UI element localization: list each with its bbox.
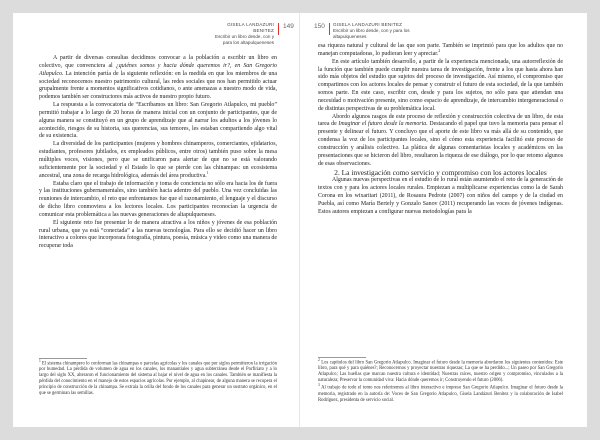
left-paragraph-3: La diversidad de los participantes (mujeres y hombres chinamperos, comerciantes, ejidatarios, estudiantes, profesores jubilados, ex empleados públicos, entre otros) también puso sobre la mesa múltiples voces, visiones, pero que se unificaron para alertar de que no se está valorando suficientemente por la sociedad y el Estado lo que se pierde con las chinampas: un ecosistema ancestral, una zona de recarga hidrológica, además del área productiva.$^1$ [39,141,277,179]
left-running-header [208,22,274,46]
left-header-rule [278,23,279,35]
right-footnote-rule [318,357,366,358]
left-page-number: 149 [283,23,294,30]
footnote-3: $^3$ Al trabajo de todo el tomo nos referiremos al libro interactivo e impreso San Gregorio Atlapulco. Imaginar el futuro desde la memoria, registrado en la autoría de: Voces de San Gregorio Atlapulco, Gisela Landázuri Benítez y la colaboración de Isabel Rodríguez, presidenta de servicio social. [318,383,563,403]
right-page-number: 150 [314,23,325,30]
left-paragraph-4: Estaba claro que el trabajo de información y toma de conciencia no sólo era hacia los de fuera y las instituciones gubernamentales, sino también hacia adentro del pueblo. Una vez concluidas las reuniones de intercambio, el reto que enfrentamos fue que el razonamiento, el lenguaje y el discurso de dicho libro conmoviera a los lectores locales. Los participantes reconocían la urgencia de comunicar esta problemática a las nuevas generaciones de altapulqueneses. [39,180,277,218]
left-paragraph-1: A partir de diversas consultas decidimos convocar a la población a escribir un libro en colectivo, que convenciera al ¿quiénes somos y hacia dónde queremos ir?, en San Gregorio Atlapulco. La intención partía de la siguiente reflexión: en la medida en que los miembros de una sociedad reconocemos nuestro patrimonio cultural, las redes sociales que nos han permitido actuar grupalmente frente a momentos significativos cotidianos, o ante amenazas a nuestro modo de vida, podemos también ser constructores más activos de nuestro propio futuro. [39,55,278,101]
left-header-title: Escribir un libro desde, con y para los altapulqueneses [215,34,274,45]
section-heading: 2. La investigación como servicio y compromiso con los actores locales [334,167,547,177]
right-header-author: GISELA LANDAZURI BENITEZ [333,22,403,27]
right-paragraph-1: esa riqueza natural y cultural de las que son parte. También se imprimió para que los adultos que no manejan computadoras, lo pudieran leer y apreciar.$^2$ [318,43,563,57]
left-footnote-rule [39,358,87,359]
left-body-text [39,55,277,251]
footnote-2: $^2$ Los capítulos del libro San Gregorio Atlapulco. Imaginar el futuro desde la memoria abordaron los siguientes contenidos: Este libro, para qué y para quiénes?; Reconocernos y proyectar nuestras riquezas; La que se ha perdido...; Un paseo por San Gregorio Atlapulco; Las huellas que marcan nuestra cultura e identidad; Nuestras raíces, nuestro origen y compromiso, vinculados a la naturaleza; Preservar la comunidad viva: Hacia dónde queremos ir; Construyendo el futuro (2006). [318,358,564,384]
left-page [13,13,300,427]
footnote-ref-2: 2 [438,48,441,53]
left-paragraph-5: El siguiente reto fue presentar lo de manera atractiva a los niños y jóvenes de esa población rural urbana, que ya está “conectada” a las nuevas tecnologías. Para ello se decidió hacer un libro interactivo a colores que incorporara fotografía, pintura, poesía, música y video como una manera de recuperar toda [39,219,277,250]
right-page [300,13,587,427]
right-paragraph-4: Algunas nuevas perspectivas en el estudio de lo rural están asumiendo el reto de la generación de textos con y para los actores locales rurales. Empiezan a multiplicarse experiencias como la de Sarah Corona en los wixaritari (2011), de Rosaura Pedrote (2007) con niños del campo y de la ciudad en Puebla, así como María Bertely y Gonzalo Sanov (2011) recuperando las voces de jóvenes indígenas. Estos autores empiezan a configurar nuevas metodologías para la [318,177,563,215]
right-header-title: Escribir un libro desde, con y para los altapulqueneses [333,28,410,39]
right-footnotes [318,360,563,404]
footnote-ref-1: 1 [206,170,209,175]
book-spread [13,13,587,427]
right-running-header [333,22,443,40]
right-header-rule [329,23,330,35]
right-paragraph-2: En este artículo también desarrollo, a partir de la experiencia mencionada, una autorreflexión de la función que también puede cumplir nuestra tarea de investigación, frente a los que hasta ahora han sido más objetos del estudio que sujetos del proceso de investigación. Así mismo, el compromiso que compartimos con los actores locales de pensar y construir el futuro de esta sociedad, de la que también somos parte. En este caso, escribir con, desde y para los sujetos, no sólo para que atiendan una necesidad o motivación presente, sino como espacio de aprendizaje, de intercambio intergeneracional o de distintas perspectivas de su problemática local. [318,58,563,112]
right-paragraph-3: Abordo algunos rasgos de este proceso de reflexión y construcción colectiva de un libro, de esta tarea de Imaginar el futuro desde la memoria. Destacando el papel que tuvo la memoria para pensar el presente y delinear el futuro. Y concluyo que el aporte de este libro va más allá de su contenido, que condensa la voz de los participantes locales, sino el cómo esta experiencia facilitó este proceso de construcción y análisis colectivo. La plática de algunas comentaristas locales y académicos en las presentaciones que se hicieron del libro, resultaron la riqueza de ese diálogo, por lo que retomo algunos de esas observaciones. [318,113,563,167]
left-header-author: GISELA LANDAZURI BENITEZ [227,22,274,33]
left-footnotes [39,361,277,398]
footnote-1: $^1$ El sistema chinampero lo conforman las chinampas o parcelas agrícolas y los canales que por siglos permitieron la irrigación por humedad. La pérdida de volumen de agua en los canales, los manantiales y agua subterránea desde el Porfiriato y a lo largo del siglo XX, alteraron el funcionamiento del sistema al bajar el nivel de agua en los canales. También se manifiesta la pérdida del conocimiento en el manejo de estos espacios agrícolas. Por ejemplo, al chapinear, de alguna manera se recupera el principio de construcción de la chinampa. Se extraía la orilla del fondo de los canales para generar un sustrato orgánico, en el que se germinan las semillas. [39,359,277,397]
left-paragraph-2: La respuesta a la convocatoria de “Escribamos un libro: San Gregorio Atlapulco, mi pueblo” permitió trabajar a lo largo de 20 horas de manera inicial con un conjunto de participantes, que de alguna manera se constituyó en un grupo de aprendizaje que al narrar los adultos a los jóvenes lo acontecido, riesgos de su historia, sus querencias, sus temores, les estaban compartiendo algo vital de su existencia. [39,102,277,140]
right-body-text [318,43,563,217]
